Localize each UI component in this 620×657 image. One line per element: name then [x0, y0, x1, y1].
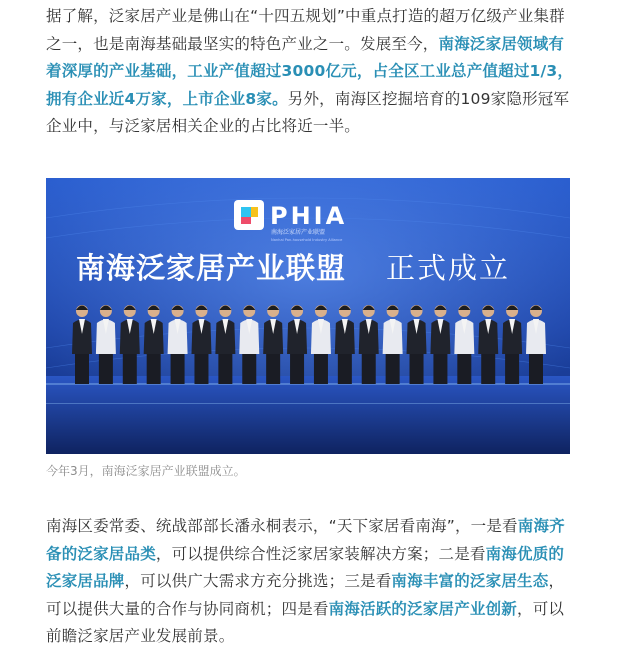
- phia-logo-subtitle: 南海泛家居产业联盟: [271, 229, 326, 236]
- banner-title: 南海泛家居产业联盟: [76, 251, 347, 285]
- article-paragraph-intro: [46, 3, 574, 141]
- para1-seg-0: 据了解，泛家居产业是佛山在“十四五规划”中重点打造的超万亿级产业集群之一，也是南海基础最坚实的特色产业之一。发展至今，: [46, 7, 565, 53]
- para2-highlight-1: 南海齐备的泛家居品类: [46, 517, 565, 563]
- phia-logo-tagline: Nanhai Pan-household Industry Alliance: [271, 238, 343, 242]
- para1-highlight: 南海泛家居领域有着深厚的产业基础，工业产值超过3000亿元，占全区工业总产值超过1/3，拥有企业近4万家，上市企业8家。: [46, 34, 574, 108]
- para2-seg-2: ，可以提供综合性泛家居家装解决方案；二是看: [155, 544, 486, 563]
- photo-caption: 今年3月，南海泛家居产业联盟成立。: [46, 464, 246, 478]
- para2-highlight-2: 南海优质的泛家居品牌: [46, 544, 565, 590]
- para2-seg-4: ，可以供广大需求方充分挑选；三是看: [124, 572, 392, 590]
- article-paragraph-quote: [46, 513, 574, 651]
- para2-highlight-3: 南海丰富的泛家居生态: [391, 572, 549, 590]
- para2-seg-8: ，可以前瞻泛家居产业发展前景。: [46, 599, 565, 645]
- para2-highlight-4: 南海活跃的泛家居产业创新: [328, 599, 518, 618]
- banner-suffix: 正式成立: [386, 251, 511, 285]
- event-photo: [46, 178, 570, 454]
- para2-seg-6: ，可以提供大量的合作与协同商机；四是看: [46, 572, 565, 618]
- para2-seg-0: 南海区委常委、统战部部长潘永桐表示，“天下家居看南海”，一是看: [46, 517, 518, 535]
- para1-seg-2: 另外，南海区挖掘培育的109家隐形冠军企业中，与泛家居相关企业的占比将近一半。: [46, 89, 570, 135]
- phia-logo-mark-icon: [234, 200, 264, 230]
- phia-logo-text: PHIA: [270, 202, 348, 230]
